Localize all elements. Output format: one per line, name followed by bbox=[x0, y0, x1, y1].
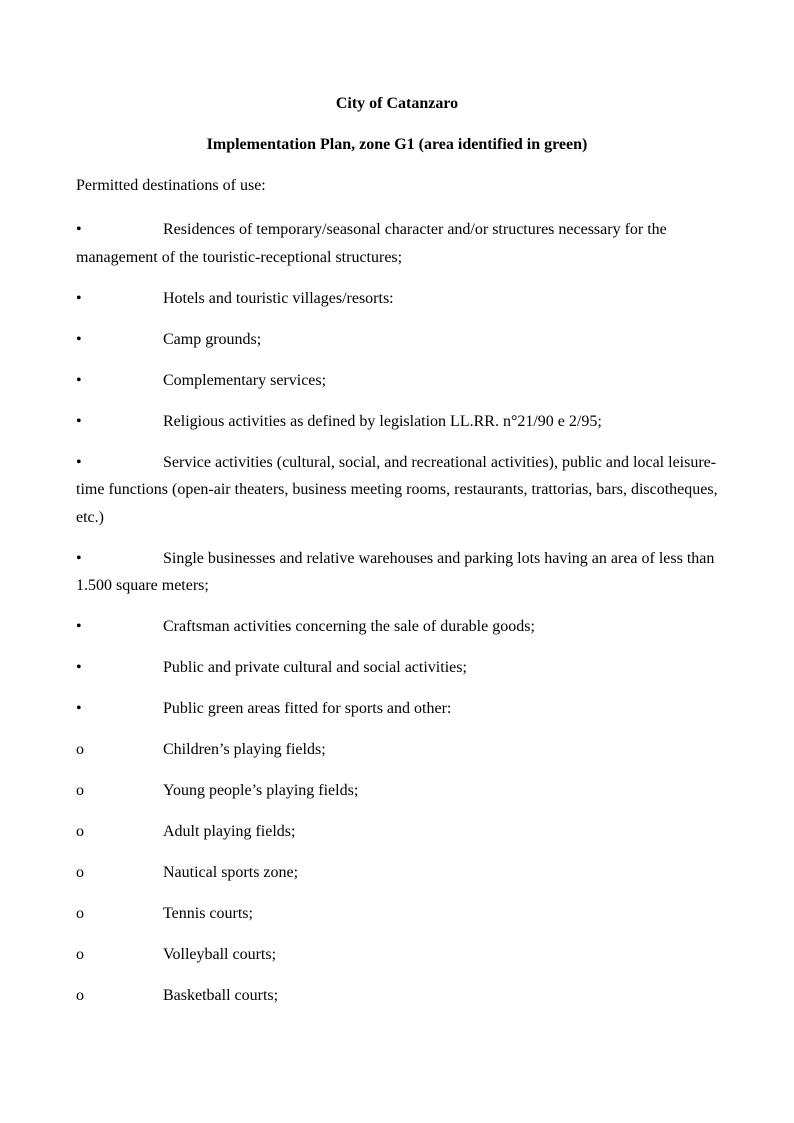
circle-bullet-icon: o bbox=[76, 823, 84, 840]
circle-bullet-icon: o bbox=[76, 782, 84, 799]
bullet-icon: • bbox=[76, 659, 82, 676]
list-item-text: Basketball courts; bbox=[163, 987, 279, 1004]
list-item-text: Hotels and touristic villages/resorts: bbox=[163, 289, 394, 307]
list-item bbox=[76, 900, 720, 928]
bullet-icon: • bbox=[76, 330, 82, 348]
list-item bbox=[76, 408, 720, 436]
bullet-icon: • bbox=[76, 700, 82, 717]
list-item bbox=[76, 326, 720, 354]
list-item-text: Nautical sports zone; bbox=[163, 864, 299, 881]
list-item-text: Tennis courts; bbox=[163, 905, 253, 922]
circle-bullet-icon: o bbox=[76, 946, 84, 963]
list-item bbox=[76, 285, 720, 313]
list-item-text: Public and private cultural and social activities; bbox=[163, 659, 467, 676]
list-item bbox=[76, 859, 720, 887]
list-item-text: Residences of temporary/seasonal character and/or structures necessary for the management of the touristic-receptional structures; bbox=[76, 221, 667, 266]
list-item-text: Religious activities as defined by legislation LL.RR. n°21/90 e 2/95; bbox=[163, 412, 602, 430]
circle-bullet-icon: o bbox=[76, 987, 84, 1004]
list-item-text: Complementary services; bbox=[163, 371, 327, 389]
list-item bbox=[76, 367, 720, 395]
list-item bbox=[76, 449, 720, 532]
bullet-icon: • bbox=[76, 549, 82, 567]
list-item-text: Craftsman activities concerning the sale of durable goods; bbox=[163, 618, 535, 635]
list-item-text: Camp grounds; bbox=[163, 330, 262, 348]
bullet-icon: • bbox=[76, 289, 82, 307]
list-item-text: Adult playing fields; bbox=[163, 823, 296, 840]
list-item-text: Public green areas fitted for sports and other: bbox=[163, 700, 452, 717]
intro-paragraph: Permitted destinations of use: bbox=[76, 177, 266, 194]
bullet-icon: • bbox=[76, 371, 82, 389]
list-item bbox=[76, 941, 720, 969]
bullet-icon: • bbox=[76, 618, 82, 635]
list-item bbox=[76, 777, 720, 805]
list-item bbox=[76, 695, 720, 723]
bullet-icon: • bbox=[76, 412, 82, 430]
list-item-text: Volleyball courts; bbox=[163, 946, 277, 963]
list-item-text: Children’s playing fields; bbox=[163, 741, 326, 758]
circle-bullet-icon: o bbox=[76, 905, 84, 922]
list-item-text: Young people’s playing fields; bbox=[163, 782, 359, 799]
circle-bullet-icon: o bbox=[76, 864, 84, 881]
list-item bbox=[76, 818, 720, 846]
list-item-text: Single businesses and relative warehouses and parking lots having an area of less than 1.500 square meters; bbox=[76, 549, 715, 594]
list-item bbox=[76, 654, 720, 682]
list-item bbox=[76, 613, 720, 641]
list-item bbox=[76, 216, 720, 271]
list-item-text: Service activities (cultural, social, and recreational activities), public and local leisure-time functions (open-air theaters, business meeting rooms, restaurants, trattorias, bars, discotheques, etc.) bbox=[76, 453, 718, 526]
document-title: City of Catanzaro bbox=[335, 95, 459, 112]
bullet-icon: • bbox=[76, 453, 82, 471]
permitted-uses-list bbox=[76, 216, 720, 1023]
circle-bullet-icon: o bbox=[76, 741, 84, 758]
list-item bbox=[76, 982, 720, 1010]
document-subtitle: Implementation Plan, zone G1 (area identified in green) bbox=[206, 136, 588, 153]
bullet-icon: • bbox=[76, 221, 82, 238]
list-item bbox=[76, 736, 720, 764]
list-item bbox=[76, 545, 720, 600]
